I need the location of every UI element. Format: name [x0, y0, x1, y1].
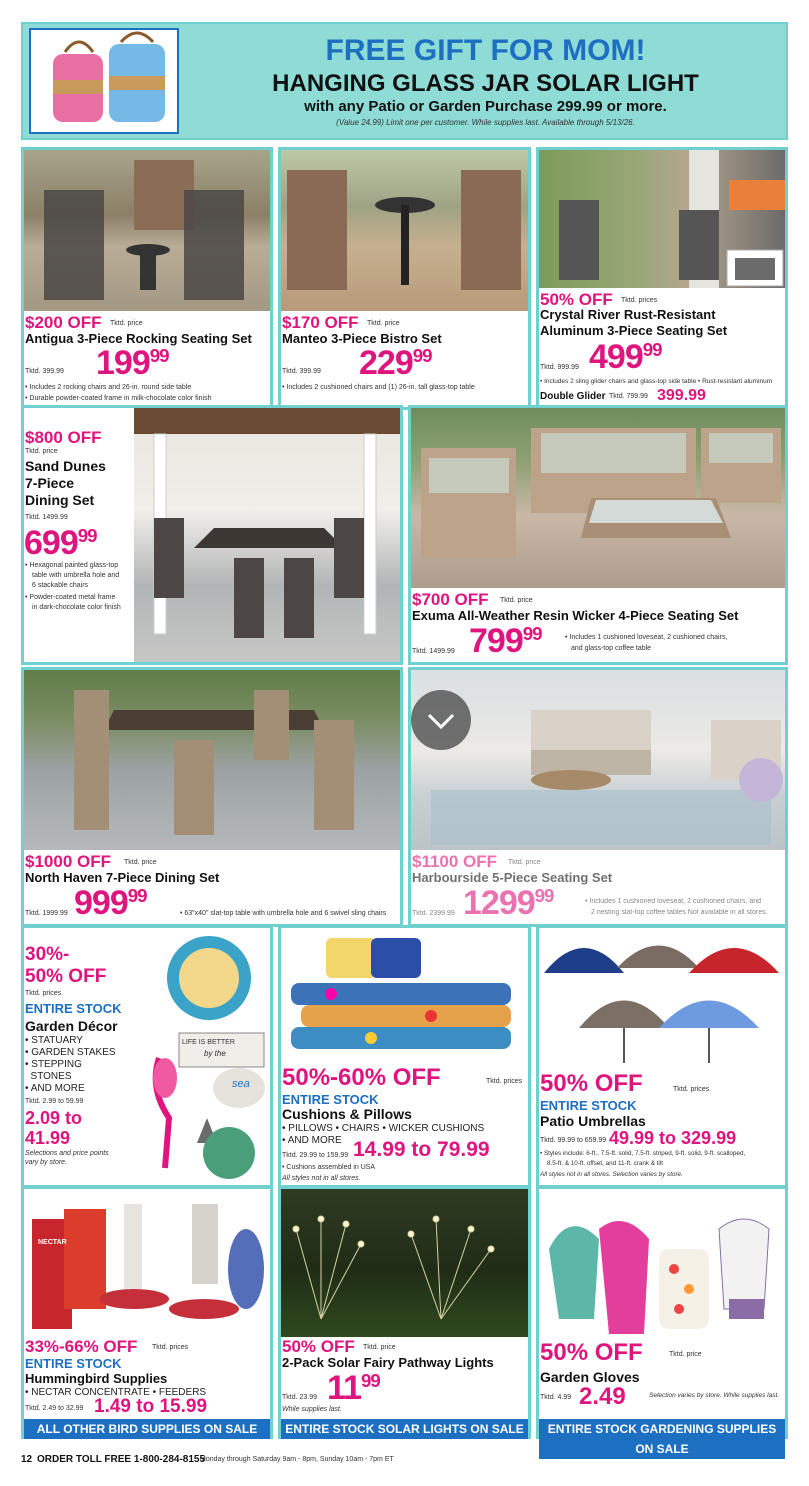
fine-print: Selection varies by store. While supplies last.	[649, 1392, 780, 1399]
fine-print: All styles not in all stores. Selection varies by store.	[540, 1171, 683, 1178]
tktd-label: Tktd. price	[508, 859, 541, 866]
product-photo	[24, 150, 270, 311]
product-garden-gloves[interactable]	[536, 1186, 788, 1439]
bullet: • Includes 1 cushioned loveseat, 2 cushioned chairs,	[565, 634, 728, 641]
bullet: • Includes 1 cushioned loveseat, 2 cushioned chairs, and	[585, 898, 762, 905]
product-photo	[24, 1189, 270, 1337]
bullet: table with umbrella hole and	[32, 572, 120, 579]
product-photo	[539, 150, 785, 288]
sale-price: 1299$^{99}$	[463, 884, 554, 922]
bullet: • Includes 2 rocking chairs and 26-in. round side table	[25, 384, 192, 391]
tktd-label: Tktd. price	[363, 1344, 396, 1351]
entire-stock: ENTIRE STOCK	[282, 1092, 379, 1107]
discount: $170 OFF	[282, 313, 359, 332]
product-antigua[interactable]	[21, 147, 273, 410]
tktd-label: Tktd. price	[500, 597, 533, 604]
ticketed-price: Tktd. 1499.99	[412, 648, 455, 655]
product-photo	[134, 408, 400, 662]
item: • AND MORE	[25, 1083, 85, 1094]
product-north-haven[interactable]	[21, 667, 403, 927]
discount: 50% OFF	[540, 290, 613, 309]
ticketed-price: Tktd. 399.99	[25, 368, 64, 375]
item: • GARDEN STAKES	[25, 1047, 116, 1058]
discount: 50%-60% OFF	[282, 1064, 441, 1091]
bullet: and glass-top coffee table	[571, 645, 652, 652]
product-name: Harbourside 5-Piece Seating Set	[412, 870, 613, 885]
jar-photo	[29, 28, 179, 134]
product-solar-lights[interactable]	[278, 1186, 531, 1439]
product-cushions[interactable]	[278, 925, 531, 1188]
product-exuma[interactable]	[408, 405, 788, 665]
ticketed-price: Tktd. 1499.99	[25, 514, 68, 521]
bullet: • Includes 2 sling glider chairs and glass-top side table • Rust-resistant aluminum	[540, 378, 773, 385]
sale-price: 14.99 to 79.99	[353, 1138, 490, 1161]
product-photo	[539, 1189, 785, 1337]
tktd-label: Tktd. price	[367, 320, 400, 327]
banner-offer: with any Patio or Garden Purchase 299.99 or more.	[304, 98, 667, 115]
sign-text: LIFE IS BETTER	[182, 1039, 235, 1046]
discount: $200 OFF	[25, 313, 102, 332]
sale-price: $229^{99}$	[359, 344, 432, 382]
tktd-label: Tktd. prices	[25, 990, 62, 997]
sign-text: by the	[204, 1049, 226, 1058]
discount: 50% OFF	[282, 1337, 355, 1356]
ticketed-price: Tktd. 4.99	[540, 1394, 572, 1401]
tktd-label: Tktd. price	[124, 859, 157, 866]
product-name: Exuma All-Weather Resin Wicker 4-Piece Seating Set	[412, 608, 739, 623]
items: • AND MORE	[282, 1135, 342, 1146]
sale-price: $999^{99}$	[74, 884, 147, 922]
product-name-line1: Crystal River Rust-Resistant	[540, 307, 716, 322]
sign-text: sea	[232, 1078, 250, 1090]
glider-price: 399.99	[657, 387, 706, 404]
ticketed-price: Tktd. 99.99 to 659.99	[540, 1137, 607, 1144]
ticketed-price: Tktd. 399.99	[282, 368, 321, 375]
sale-price-line1: 2.09 to	[25, 1108, 83, 1128]
ticketed-price: Tktd. 2.49 to 32.99	[25, 1405, 84, 1412]
bullet: • Hexagonal painted glass-top	[25, 562, 119, 569]
discount: $1000 OFF	[25, 852, 111, 871]
tktd-label: Tktd. price	[669, 1351, 702, 1358]
entire-stock: ENTIRE STOCK	[25, 1356, 122, 1371]
discount: 50% OFF	[540, 1339, 643, 1366]
product-name: Garden Décor	[25, 1018, 118, 1034]
item: STONES	[25, 1071, 72, 1082]
product-name: 2-Pack Solar Fairy Pathway Lights	[282, 1355, 494, 1370]
tktd-label: Tktd. price	[110, 320, 143, 327]
items: • NECTAR CONCENTRATE • FEEDERS	[25, 1387, 207, 1398]
product-hummingbird[interactable]	[21, 1186, 273, 1439]
product-photo	[411, 408, 785, 588]
bullet: 8.5-ft. & 10-ft. offset, and 11-ft. crank & tilt	[547, 1160, 663, 1167]
product-sand-dunes[interactable]	[21, 405, 403, 665]
ticketed-price: Tktd. 1999.99	[25, 910, 68, 917]
store-hours: Monday through Saturday 9am - 8pm, Sunday 10am - 7pm ET	[200, 1456, 394, 1463]
discount: 50% OFF	[540, 1070, 643, 1097]
product-photo	[281, 1189, 528, 1337]
discount-line2: 50% OFF	[25, 966, 107, 987]
bullet: • Styles include: 6-ft., 7.5-ft. solid, 7.5-ft. striped, 9-ft. solid, 9-ft. scalloped,	[540, 1150, 746, 1157]
bullet: 6 stackable chairs	[32, 582, 89, 589]
product-garden-decor[interactable]	[21, 925, 273, 1188]
discount: $700 OFF	[412, 590, 489, 609]
banner-headline: FREE GIFT FOR MOM!	[325, 34, 646, 67]
sale-price: $11^{99}$	[327, 1369, 380, 1407]
product-photo	[129, 928, 270, 1185]
gardening-supplies-banner[interactable]: ENTIRE STOCK GARDENING SUPPLIES ON SALE	[539, 1419, 785, 1459]
tktd-label: Tktd. prices	[621, 297, 658, 304]
order-phone[interactable]: ORDER TOLL FREE 1-800-284-8155	[37, 1454, 206, 1465]
bullet: • Cushions assembled in USA	[282, 1164, 376, 1171]
discount-line1: 30%-	[25, 944, 70, 965]
sale-price: 2.49	[579, 1383, 626, 1410]
sale-price: $699^{99}$	[24, 524, 97, 562]
fine-print: While supplies last.	[282, 1406, 342, 1413]
product-photo	[281, 928, 528, 1063]
product-harbourside[interactable]	[408, 667, 788, 927]
items: • PILLOWS • CHAIRS • WICKER CUSHIONS	[282, 1123, 485, 1134]
product-photo	[281, 150, 528, 311]
chevron-down-icon	[411, 690, 471, 750]
tktd-label: Tktd. prices	[673, 1086, 710, 1093]
product-crystal-river[interactable]	[536, 147, 788, 410]
bullet: • 63"x40" slat-top table with umbrella hole and 6 swivel sling chairs	[180, 910, 387, 917]
glider-label: Double Glider	[540, 391, 606, 402]
product-photo	[539, 928, 785, 1068]
product-name: Antigua 3-Piece Rocking Seating Set	[25, 331, 252, 346]
item: • STEPPING	[25, 1059, 82, 1070]
product-name: Cushions & Pillows	[282, 1106, 412, 1122]
ticketed-price: Tktd. 23.99	[282, 1394, 318, 1401]
ticketed-price: Tktd. 29.99 to 159.99	[282, 1152, 349, 1159]
fine-print: vary by store.	[25, 1159, 68, 1166]
bullet: • Powder-coated metal frame	[25, 594, 116, 601]
sale-price: 49.99 to 329.99	[609, 1128, 737, 1148]
tktd-label: Tktd. price	[25, 448, 58, 455]
banner-product: HANGING GLASS JAR SOLAR LIGHT	[272, 70, 699, 97]
promo-banner	[21, 22, 788, 140]
product-photo	[24, 670, 400, 850]
discount: $1100 OFF	[412, 852, 498, 871]
sale-price: $199^{99}$	[96, 344, 169, 382]
bullet: • Durable powder-coated frame in milk-chocolate color finish	[25, 395, 212, 402]
product-name-line1: Sand Dunes	[25, 458, 106, 474]
sale-price-line2: 41.99	[25, 1128, 71, 1148]
bird-supplies-banner[interactable]: ALL OTHER BIRD SUPPLIES ON SALE	[24, 1419, 270, 1439]
product-name-line2: 7-Piece	[25, 475, 75, 491]
bullet: 2 nesting slat-top coffee tables Not available in all stores.	[591, 909, 768, 916]
product-name: Patio Umbrellas	[540, 1113, 646, 1129]
product-manteo[interactable]	[278, 147, 531, 410]
fine-print: Selections and price points	[25, 1150, 109, 1157]
nectar-pkg-label: NECTAR	[38, 1239, 67, 1246]
product-name-line3: Dining Set	[25, 492, 95, 508]
discount: $800 OFF	[25, 428, 102, 447]
ticketed-price: Tktd. 999.99	[540, 364, 579, 371]
scroll-down-button[interactable]	[411, 690, 471, 750]
entire-stock: ENTIRE STOCK	[25, 1001, 122, 1016]
glider-tktd: Tktd. 799.99	[609, 393, 648, 400]
banner-fine-print: (Value 24.99) Limit one per customer. While supplies last. Available through 5/13/26.	[336, 118, 635, 127]
fine-print: All styles not in all stores.	[282, 1175, 361, 1182]
product-umbrellas[interactable]	[536, 925, 788, 1188]
sale-price: $499^{99}$	[589, 338, 662, 376]
tktd-label: Tktd. prices	[486, 1078, 523, 1085]
sale-price: 1.49 to 15.99	[94, 1396, 208, 1417]
item: • STATUARY	[25, 1035, 83, 1046]
ticketed-price: Tktd. 2399.99	[412, 910, 455, 917]
solar-lights-banner[interactable]: ENTIRE STOCK SOLAR LIGHTS ON SALE	[281, 1419, 528, 1439]
entire-stock: ENTIRE STOCK	[540, 1098, 637, 1113]
product-name: Hummingbird Supplies	[25, 1371, 168, 1386]
tktd-label: Tktd. prices	[152, 1344, 189, 1351]
sale-price: $799^{99}$	[469, 622, 542, 660]
product-name-line2: Aluminum 3-Piece Seating Set	[540, 323, 728, 338]
discount: 33%-66% OFF	[25, 1337, 138, 1356]
product-name: Garden Gloves	[540, 1369, 640, 1385]
page-number: 12	[21, 1454, 33, 1465]
product-name: Manteo 3-Piece Bistro Set	[282, 331, 442, 346]
product-name: North Haven 7-Piece Dining Set	[25, 870, 220, 885]
bullet: • Includes 2 cushioned chairs and (1) 26-in. tall glass-top table	[282, 384, 475, 391]
bullet: in dark-chocolate color finish	[32, 604, 121, 611]
ticketed-price: Tktd. 2.99 to 59.99	[25, 1098, 84, 1105]
